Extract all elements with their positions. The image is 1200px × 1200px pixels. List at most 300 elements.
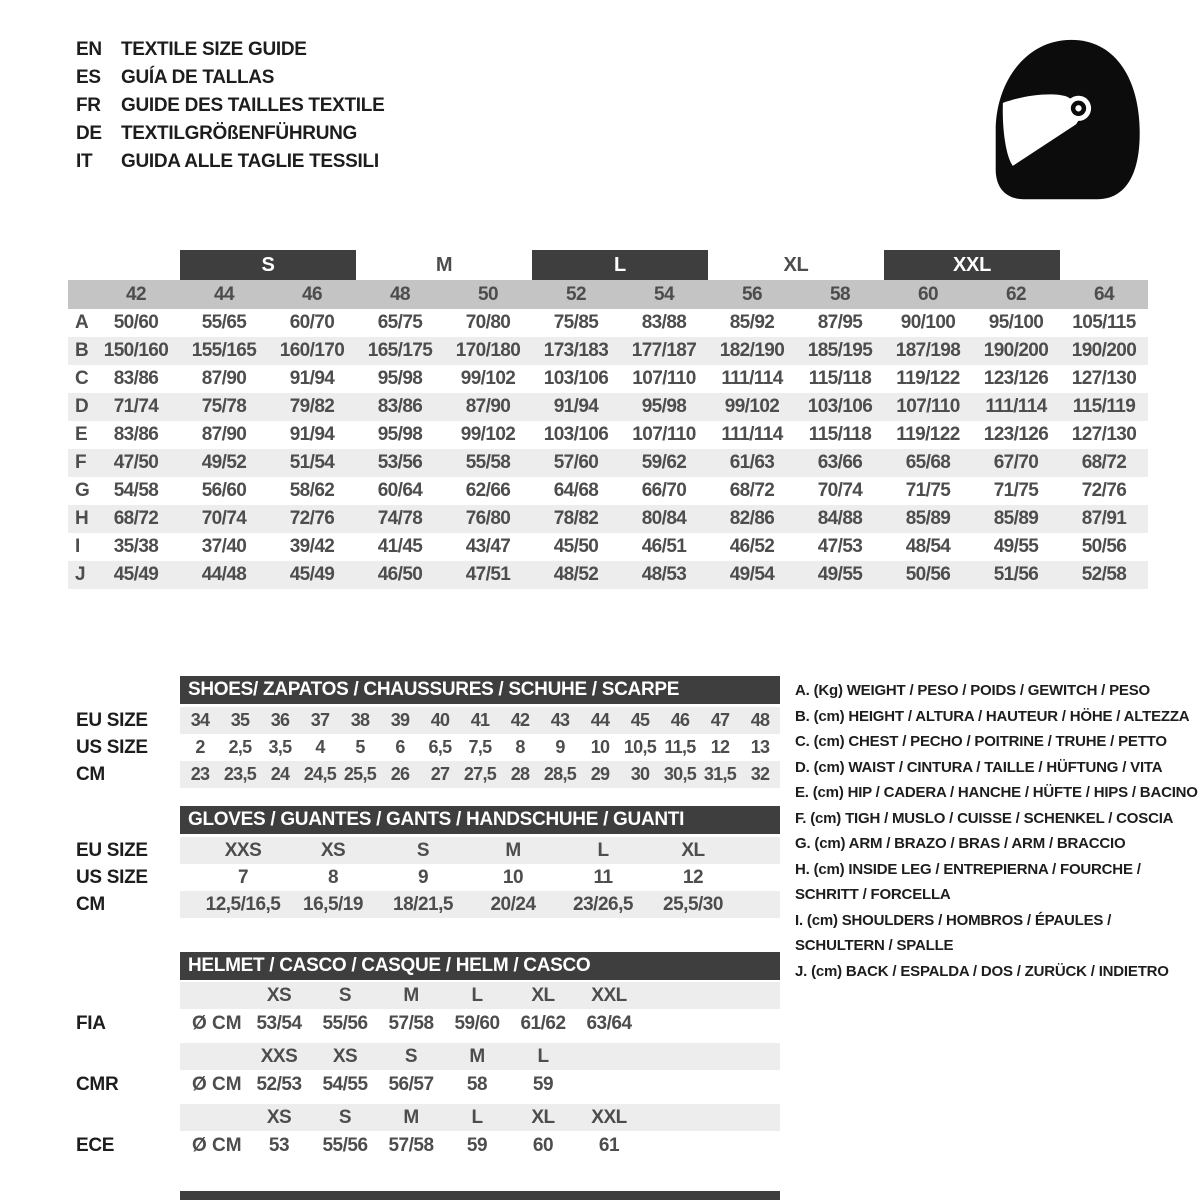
- table-row: [68, 891, 780, 918]
- size-value-cell: 190/200: [983, 340, 1049, 361]
- row-stripe: [180, 837, 780, 864]
- size-value-cell: 65/75: [377, 312, 423, 333]
- table-row: [68, 477, 1148, 505]
- size-value-cell: 107/110: [896, 396, 960, 417]
- size-value-cell: 75/78: [201, 396, 247, 417]
- helmet-value-cell: 59/60: [454, 1012, 500, 1034]
- shoe-size-cell: 10: [590, 737, 610, 757]
- shoes-section: [68, 676, 780, 788]
- helmet-size-cell: XS: [266, 1106, 292, 1128]
- shoe-size-cell: 26: [390, 764, 410, 784]
- size-value-cell: 87/90: [201, 424, 247, 445]
- helmet-size-cell: S: [338, 1106, 352, 1128]
- size-value-cell: 160/170: [279, 340, 345, 361]
- glove-size-cell: 18/21,5: [393, 893, 453, 915]
- helmet-size-cell: L: [471, 984, 483, 1006]
- shoe-size-cell: 41: [470, 710, 490, 730]
- size-value-cell: 87/95: [817, 312, 863, 333]
- row-label: US SIZE: [76, 866, 148, 888]
- size-value-cell: 48/53: [641, 564, 687, 585]
- shoe-size-cell: 7,5: [468, 737, 492, 757]
- size-value-cell: 55/65: [201, 312, 247, 333]
- language-title: TEXTILE SIZE GUIDE: [121, 39, 307, 60]
- size-value-cell: 76/80: [465, 508, 511, 529]
- helmet-value-cell: 53: [268, 1134, 290, 1156]
- size-value-cell: 82/86: [729, 508, 775, 529]
- numeric-size-header: [68, 280, 1148, 309]
- helmet-size-cell: S: [404, 1045, 418, 1067]
- size-value-cell: 99/102: [724, 396, 780, 417]
- size-value-cell: 111/114: [721, 424, 783, 445]
- size-value-cell: 37/40: [201, 536, 247, 557]
- size-value-cell: 50/60: [113, 312, 159, 333]
- size-value-cell: 74/78: [377, 508, 423, 529]
- shoe-size-cell: 37: [310, 710, 330, 730]
- size-tick: 54: [654, 283, 674, 305]
- shoes-title-bar: SHOES/ ZAPATOS / CHAUSSURES / SCHUHE / SCARPE: [180, 676, 780, 704]
- size-value-cell: 83/88: [641, 312, 687, 333]
- size-value-cell: 51/56: [993, 564, 1039, 585]
- language-title: GUIDA ALLE TAGLIE TESSILI: [121, 151, 379, 172]
- size-value-cell: 45/50: [553, 536, 599, 557]
- size-value-cell: 173/183: [543, 340, 609, 361]
- helmet-value-cell: 63/64: [586, 1012, 632, 1034]
- size-value-cell: 58/62: [289, 480, 335, 501]
- shoe-size-cell: 47: [710, 710, 730, 730]
- language-code: ES: [76, 67, 101, 88]
- language-row: [76, 148, 384, 176]
- language-title: GUIDE DES TAILLES TEXTILE: [121, 95, 385, 116]
- row-letter: J: [75, 564, 86, 585]
- table-row: [68, 393, 1148, 421]
- table-row: [68, 533, 1148, 561]
- size-value-cell: 44/48: [201, 564, 247, 585]
- table-row: [68, 837, 780, 864]
- helmet-value-cell: 57/58: [388, 1134, 434, 1156]
- glove-size-cell: 20/24: [490, 893, 536, 915]
- helmet-size-cell: M: [469, 1045, 485, 1067]
- shoe-size-cell: 9: [555, 737, 565, 757]
- size-value-cell: 90/100: [900, 312, 956, 333]
- row-letter: D: [75, 396, 89, 417]
- unit-label: Ø CM: [192, 1073, 242, 1095]
- shoe-size-cell: 30: [630, 764, 650, 784]
- size-value-cell: 63/66: [817, 452, 863, 473]
- table-row: [68, 561, 1148, 589]
- row-letter: I: [75, 536, 81, 557]
- language-row: [76, 120, 384, 148]
- helmet-standard-block: [68, 1104, 780, 1160]
- helmet-size-cell: XS: [332, 1045, 358, 1067]
- helmet-section: [68, 952, 780, 1165]
- gloves-section: [68, 806, 780, 918]
- size-value-cell: 48/52: [553, 564, 599, 585]
- row-letter: C: [75, 368, 89, 389]
- shoe-size-cell: 34: [190, 710, 210, 730]
- size-value-cell: 56/60: [201, 480, 247, 501]
- table-row: [68, 309, 1148, 337]
- shoe-size-cell: 40: [430, 710, 450, 730]
- shoe-size-cell: 43: [550, 710, 570, 730]
- helmet-size-cell: XL: [531, 984, 555, 1006]
- size-tick: 56: [742, 283, 762, 305]
- row-stripe: [180, 734, 780, 761]
- size-value-cell: 67/70: [993, 452, 1039, 473]
- row-label: EU SIZE: [76, 709, 148, 731]
- size-value-cell: 103/106: [543, 424, 609, 445]
- measurement-legend: [795, 678, 1200, 984]
- glove-size-cell: 7: [237, 866, 249, 888]
- size-value-cell: 185/195: [807, 340, 873, 361]
- shoe-size-cell: 24: [270, 764, 290, 784]
- language-code: IT: [76, 151, 93, 172]
- size-group-offset: [68, 250, 180, 280]
- unit-label: Ø CM: [192, 1134, 242, 1156]
- shoe-size-cell: 30,5: [663, 764, 697, 784]
- legend-item: C. (cm) CHEST / PECHO / POITRINE / TRUHE / PETTO: [795, 733, 1167, 750]
- size-value-cell: 47/50: [113, 452, 159, 473]
- glove-size-cell: 11: [593, 866, 613, 888]
- measure-rows: [68, 309, 1148, 589]
- size-value-cell: 127/130: [1071, 368, 1137, 389]
- language-row: [76, 64, 384, 92]
- shoe-size-cell: 12: [710, 737, 730, 757]
- row-letter: A: [75, 312, 89, 333]
- size-tick: 48: [390, 283, 410, 305]
- glove-size-cell: 12: [682, 866, 704, 888]
- helmet-value-cell: 59: [532, 1073, 554, 1095]
- size-tick: 60: [918, 283, 938, 305]
- row-letter: F: [75, 452, 87, 473]
- size-value-cell: 50/56: [905, 564, 951, 585]
- helmet-standard-label: FIA: [76, 1013, 106, 1034]
- glove-size-cell: M: [505, 839, 521, 861]
- row-label: CM: [76, 893, 105, 915]
- row-letter: G: [75, 480, 90, 501]
- helmet-size-header: [180, 1043, 780, 1070]
- size-value-cell: 187/198: [895, 340, 961, 361]
- language-code: EN: [76, 39, 102, 60]
- helmet-icon: [975, 25, 1155, 220]
- size-value-cell: 52/58: [1081, 564, 1127, 585]
- glove-size-cell: 16,5/19: [303, 893, 363, 915]
- glove-size-cell: L: [597, 839, 609, 861]
- size-value-cell: 95/98: [377, 424, 423, 445]
- gloves-title-bar: GLOVES / GUANTES / GANTS / HANDSCHUHE / GUANTI: [180, 806, 780, 834]
- helmet-size-cell: XXS: [260, 1045, 298, 1067]
- shoe-size-cell: 42: [510, 710, 530, 730]
- size-value-cell: 46/50: [377, 564, 423, 585]
- size-value-cell: 83/86: [113, 368, 159, 389]
- size-value-cell: 123/126: [983, 424, 1049, 445]
- size-tick: 62: [1006, 283, 1026, 305]
- shoe-size-cell: 28,5: [543, 764, 577, 784]
- helmet-value-cell: 52/53: [256, 1073, 302, 1095]
- shoe-size-cell: 28: [510, 764, 530, 784]
- helmet-value-cell: 53/54: [256, 1012, 302, 1034]
- size-value-cell: 95/100: [988, 312, 1044, 333]
- shoe-size-cell: 24,5: [303, 764, 337, 784]
- size-value-cell: 70/74: [201, 508, 247, 529]
- shoe-size-cell: 39: [390, 710, 410, 730]
- size-value-cell: 41/45: [377, 536, 423, 557]
- table-row: [68, 365, 1148, 393]
- glove-size-cell: XL: [681, 839, 705, 861]
- shoe-size-cell: 23,5: [223, 764, 257, 784]
- helmet-value-cell: 58: [466, 1073, 488, 1095]
- table-row: [68, 734, 780, 761]
- helmet-standard-label: CMR: [76, 1074, 119, 1095]
- size-value-cell: 85/89: [993, 508, 1039, 529]
- table-row: [68, 505, 1148, 533]
- row-label: US SIZE: [76, 736, 148, 758]
- size-value-cell: 95/98: [641, 396, 687, 417]
- helmet-size-cell: XXL: [591, 984, 627, 1006]
- shoe-size-cell: 44: [590, 710, 610, 730]
- helmet-standard-label: ECE: [76, 1135, 115, 1156]
- size-value-cell: 155/165: [191, 340, 257, 361]
- helmet-size-header: [180, 1104, 780, 1131]
- shoe-size-cell: 6,5: [428, 737, 452, 757]
- size-value-cell: 61/63: [729, 452, 775, 473]
- glove-size-cell: 9: [417, 866, 429, 888]
- shoe-size-cell: 45: [630, 710, 650, 730]
- size-value-cell: 80/84: [641, 508, 687, 529]
- glove-size-cell: 10: [502, 866, 524, 888]
- helmet-value-cell: 61/62: [520, 1012, 566, 1034]
- helmet-size-header: [180, 982, 780, 1009]
- language-title: TEXTILGRÖßENFÜHRUNG: [121, 123, 358, 144]
- size-tick: 44: [214, 283, 234, 305]
- size-value-cell: 87/90: [201, 368, 247, 389]
- row-letter: H: [75, 508, 89, 529]
- size-value-cell: 177/187: [631, 340, 697, 361]
- size-tick: 52: [566, 283, 586, 305]
- glove-size-cell: 23/26,5: [573, 893, 633, 915]
- size-value-cell: 83/86: [377, 396, 423, 417]
- helmet-value-cell: 55/56: [322, 1134, 368, 1156]
- glove-size-cell: XXS: [224, 839, 262, 861]
- size-value-cell: 85/92: [729, 312, 775, 333]
- size-tick: 50: [478, 283, 498, 305]
- language-code: DE: [76, 123, 102, 144]
- language-row: [76, 36, 384, 64]
- size-value-cell: 70/80: [465, 312, 511, 333]
- size-value-cell: 71/75: [905, 480, 951, 501]
- size-value-cell: 68/72: [729, 480, 775, 501]
- size-value-cell: 59/62: [641, 452, 687, 473]
- textile-size-table: [68, 250, 1148, 589]
- row-label: CM: [76, 763, 105, 785]
- size-value-cell: 91/94: [289, 368, 335, 389]
- size-value-cell: 127/130: [1071, 424, 1137, 445]
- legend-item: J. (cm) BACK / ESPALDA / DOS / ZURÜCK / INDIETRO: [795, 962, 1169, 980]
- helmet-value-cell: 61: [598, 1134, 620, 1156]
- size-value-cell: 115/118: [808, 424, 872, 445]
- helmet-size-cell: M: [403, 1106, 419, 1128]
- language-list: [76, 36, 384, 176]
- size-value-cell: 107/110: [632, 368, 696, 389]
- shoe-size-cell: 38: [350, 710, 370, 730]
- size-tick: 58: [830, 283, 850, 305]
- size-value-cell: 115/118: [808, 368, 872, 389]
- size-value-cell: 95/98: [377, 368, 423, 389]
- shoe-size-cell: 13: [750, 737, 770, 757]
- shoe-size-cell: 32: [750, 764, 770, 784]
- shoe-size-cell: 4: [315, 737, 325, 757]
- size-group-cell: XXL: [884, 250, 1060, 280]
- size-value-cell: 99/102: [460, 424, 516, 445]
- size-value-cell: 57/60: [553, 452, 599, 473]
- size-value-cell: 65/68: [905, 452, 951, 473]
- helmet-size-cell: L: [537, 1045, 549, 1067]
- legend-item: A. (Kg) WEIGHT / PESO / POIDS / GEWITCH / PESO: [795, 682, 1150, 699]
- helmet-value-row: [180, 1131, 780, 1160]
- helmet-value-row: [180, 1009, 780, 1038]
- table-row: [68, 864, 780, 891]
- size-value-cell: 105/115: [1072, 312, 1136, 333]
- legend-item: B. (cm) HEIGHT / ALTURA / HAUTEUR / HÖHE / ALTEZZA: [795, 707, 1190, 725]
- size-value-cell: 66/70: [641, 480, 687, 501]
- size-value-cell: 64/68: [553, 480, 599, 501]
- shoe-size-cell: 11,5: [664, 737, 696, 757]
- helmet-size-cell: L: [471, 1106, 483, 1128]
- size-value-cell: 43/47: [465, 536, 511, 557]
- size-value-cell: 45/49: [289, 564, 335, 585]
- shoe-size-cell: 27,5: [463, 764, 497, 784]
- size-value-cell: 48/54: [905, 536, 951, 557]
- helmet-value-cell: 57/58: [388, 1012, 434, 1034]
- helmet-size-cell: XS: [266, 984, 292, 1006]
- size-group-cell: S: [180, 250, 356, 280]
- size-value-cell: 51/54: [289, 452, 335, 473]
- shoe-size-cell: 23: [190, 764, 210, 784]
- size-value-cell: 123/126: [983, 368, 1049, 389]
- size-value-cell: 49/55: [993, 536, 1039, 557]
- size-value-cell: 60/70: [289, 312, 335, 333]
- size-value-cell: 182/190: [719, 340, 785, 361]
- shoe-size-cell: 5: [355, 737, 365, 757]
- size-value-cell: 72/76: [1081, 480, 1127, 501]
- helmet-size-cell: M: [403, 984, 419, 1006]
- table-row: [68, 337, 1148, 365]
- size-value-cell: 39/42: [289, 536, 335, 557]
- size-value-cell: 170/180: [455, 340, 521, 361]
- table-row: [68, 761, 780, 788]
- shoe-size-cell: 36: [270, 710, 290, 730]
- helmet-value-cell: 59: [466, 1134, 488, 1156]
- size-tick: 64: [1094, 283, 1114, 305]
- size-value-cell: 91/94: [289, 424, 335, 445]
- helmet-value-cell: 55/56: [322, 1012, 368, 1034]
- size-value-cell: 165/175: [367, 340, 433, 361]
- shoe-size-cell: 48: [750, 710, 770, 730]
- size-value-cell: 49/55: [817, 564, 863, 585]
- size-value-cell: 83/86: [113, 424, 159, 445]
- size-value-cell: 119/122: [896, 424, 960, 445]
- helmet-value-cell: 54/55: [322, 1073, 368, 1095]
- size-value-cell: 68/72: [113, 508, 159, 529]
- size-value-cell: 85/89: [905, 508, 951, 529]
- row-label: EU SIZE: [76, 839, 148, 861]
- size-value-cell: 190/200: [1071, 340, 1137, 361]
- glove-size-cell: 12,5/16,5: [205, 893, 281, 915]
- size-value-cell: 150/160: [103, 340, 169, 361]
- size-value-cell: 78/82: [553, 508, 599, 529]
- row-stripe: [180, 864, 780, 891]
- size-value-cell: 75/85: [553, 312, 599, 333]
- size-value-cell: 70/74: [817, 480, 863, 501]
- helmet-value-row: [180, 1070, 780, 1099]
- size-value-cell: 84/88: [817, 508, 863, 529]
- shoe-size-cell: 8: [515, 737, 525, 757]
- size-value-cell: 103/106: [543, 368, 609, 389]
- size-value-cell: 47/53: [817, 536, 863, 557]
- size-value-cell: 107/110: [632, 424, 696, 445]
- legend-item: E. (cm) HIP / CADERA / HANCHE / HÜFTE / HIPS / BACINO: [795, 784, 1198, 801]
- size-group-cell: M: [435, 253, 453, 276]
- size-value-cell: 49/54: [729, 564, 775, 585]
- row-letter: E: [75, 424, 88, 445]
- size-value-cell: 55/58: [465, 452, 511, 473]
- table-row: [68, 421, 1148, 449]
- shoe-size-cell: 2,5: [228, 737, 252, 757]
- helmet-standard-block: [68, 1043, 780, 1099]
- language-code: FR: [76, 95, 101, 116]
- language-row: [76, 92, 384, 120]
- glove-size-cell: S: [416, 839, 430, 861]
- size-group-cell: XL: [783, 253, 809, 276]
- size-value-cell: 91/94: [553, 396, 599, 417]
- table-row: [68, 449, 1148, 477]
- size-value-cell: 35/38: [113, 536, 159, 557]
- next-section-bar: [180, 1191, 780, 1200]
- legend-item: D. (cm) WAIST / CINTURA / TAILLE / HÜFTUNG / VITA: [795, 758, 1163, 776]
- size-value-cell: 49/52: [201, 452, 247, 473]
- helmet-value-cell: 60: [532, 1134, 554, 1156]
- legend-item: I. (cm) SHOULDERS / HOMBROS / ÉPAULES / SCHULTERN / SPALLE: [795, 911, 1112, 954]
- helmet-size-cell: XXL: [591, 1106, 627, 1128]
- size-value-cell: 46/51: [641, 536, 687, 557]
- size-value-cell: 50/56: [1081, 536, 1127, 557]
- shoe-size-cell: 3,5: [268, 737, 292, 757]
- shoe-size-cell: 35: [230, 710, 250, 730]
- size-value-cell: 54/58: [113, 480, 159, 501]
- shoe-size-cell: 10,5: [623, 737, 657, 757]
- helmet-title-bar: HELMET / CASCO / CASQUE / HELM / CASCO: [180, 952, 780, 980]
- shoe-size-cell: 2: [195, 737, 205, 757]
- helmet-value-cell: 56/57: [388, 1073, 434, 1095]
- shoe-size-cell: 31,5: [703, 764, 737, 784]
- helmet-size-cell: S: [338, 984, 352, 1006]
- size-tick: 42: [126, 283, 146, 305]
- row-stripe: [180, 761, 780, 788]
- language-title: GUÍA DE TALLAS: [121, 67, 275, 88]
- size-value-cell: 45/49: [113, 564, 159, 585]
- table-row: [68, 707, 780, 734]
- size-value-cell: 72/76: [289, 508, 335, 529]
- size-value-cell: 71/74: [113, 396, 159, 417]
- size-tick: 46: [302, 283, 322, 305]
- size-value-cell: 111/114: [985, 396, 1047, 417]
- size-value-cell: 46/52: [729, 536, 775, 557]
- size-value-cell: 60/64: [377, 480, 423, 501]
- shoe-size-cell: 46: [670, 710, 690, 730]
- legend-item: H. (cm) INSIDE LEG / ENTREPIERNA / FOURCHE / SCHRITT / FORCELLA: [795, 860, 1141, 903]
- size-value-cell: 119/122: [896, 368, 960, 389]
- size-value-cell: 99/102: [460, 368, 516, 389]
- size-value-cell: 115/119: [1072, 396, 1136, 417]
